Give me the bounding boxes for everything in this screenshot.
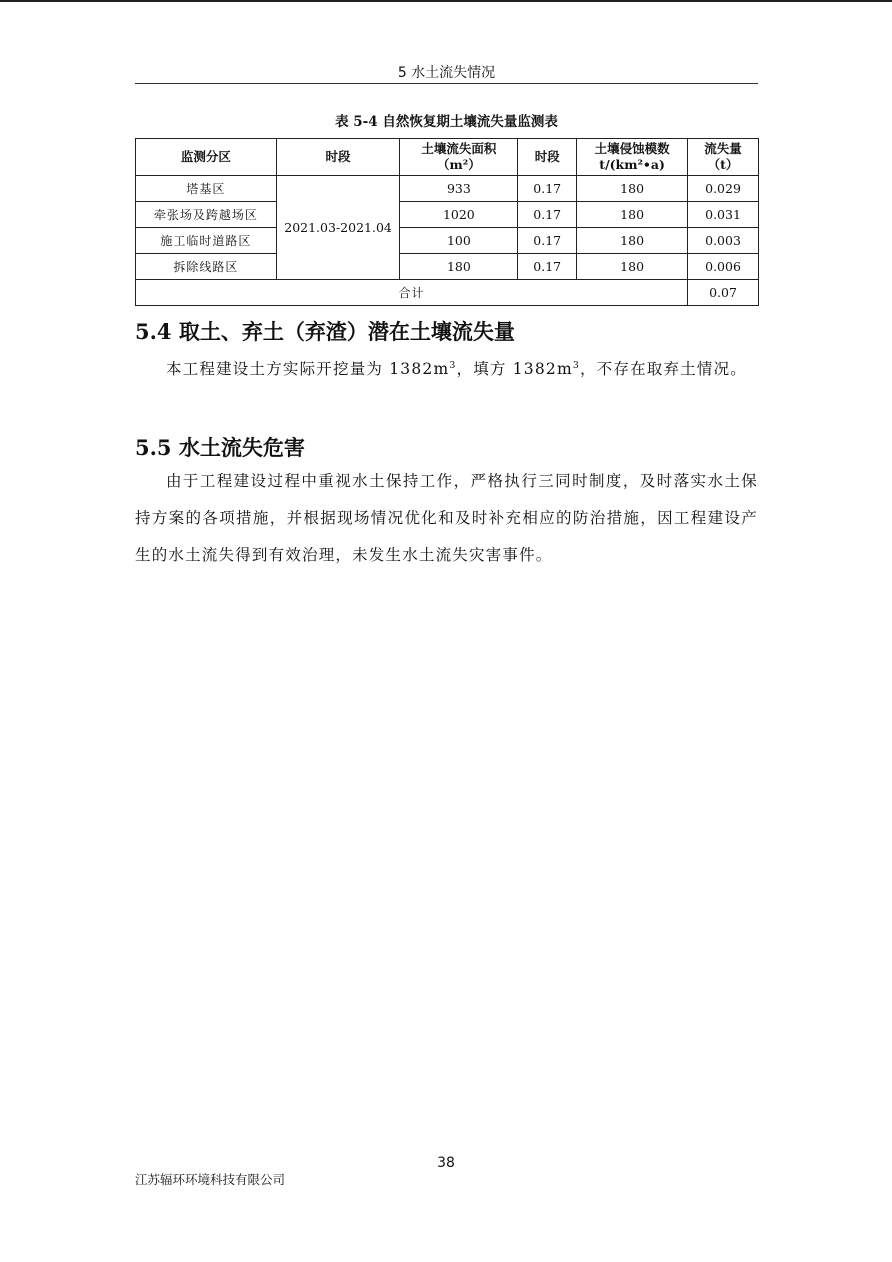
cell-area: 1020 <box>400 202 518 228</box>
header-loss-line2: （t） <box>707 157 739 172</box>
cell-zone: 塔基区 <box>136 176 277 202</box>
running-header: 5 水土流失情况 <box>397 65 496 81</box>
para-text-b: ，填方 1382m <box>456 360 573 379</box>
header-period: 时段 <box>276 139 400 176</box>
header-area <box>400 139 518 176</box>
header-rule <box>135 83 758 84</box>
cell-modulus: 180 <box>577 202 688 228</box>
section-5-4-paragraph <box>135 347 758 388</box>
para-text-a: 本工程建设土方实际开挖量为 1382m <box>166 360 450 379</box>
header-modulus-line1: 土壤侵蚀模数 <box>594 141 670 156</box>
header-loss-line1: 流失量 <box>704 141 742 156</box>
page-top-border <box>0 0 892 2</box>
cell-loss: 0.003 <box>688 228 759 254</box>
table-total-row <box>136 280 759 306</box>
cell-duration: 0.17 <box>518 202 577 228</box>
para-text-c: ，不存在取弃土情况。 <box>580 360 748 379</box>
header-zone: 监测分区 <box>136 139 277 176</box>
cell-loss: 0.031 <box>688 202 759 228</box>
header-modulus <box>577 139 688 176</box>
soil-loss-table <box>135 138 759 306</box>
cell-period: 2021.03-2021.04 <box>276 176 400 280</box>
cell-total-label: 合计 <box>136 280 688 306</box>
cell-zone: 拆除线路区 <box>136 254 277 280</box>
header-duration: 时段 <box>518 139 577 176</box>
cell-zone: 牵张场及跨越场区 <box>136 202 277 228</box>
header-modulus-line2: t/(km²•a) <box>599 157 665 172</box>
cell-area: 933 <box>400 176 518 202</box>
page-number: 38 <box>437 1155 455 1171</box>
cell-area: 180 <box>400 254 518 280</box>
cell-duration: 0.17 <box>518 176 577 202</box>
table-caption: 表 5-4 自然恢复期土壤流失量监测表 <box>335 114 558 130</box>
table-row <box>136 228 759 254</box>
header-loss <box>688 139 759 176</box>
cell-modulus: 180 <box>577 228 688 254</box>
section-5-5-paragraph: 由于工程建设过程中重视水土保持工作，严格执行三同时制度，及时落实水土保持方案的各项措施，并根据现场情况优化和及时补充相应的防治措施，因工程建设产生的水土流失得到有效治理，未发生水土流失灾害事件。 <box>135 472 758 564</box>
section-heading-5-5: 5.5 水土流失危害 <box>135 435 305 460</box>
superscript-3: 3 <box>572 360 580 371</box>
cell-total-value: 0.07 <box>688 280 759 306</box>
cell-zone: 施工临时道路区 <box>136 228 277 254</box>
superscript-3: 3 <box>449 360 457 371</box>
table-header-row <box>136 139 759 176</box>
cell-modulus: 180 <box>577 254 688 280</box>
cell-loss: 0.006 <box>688 254 759 280</box>
cell-duration: 0.17 <box>518 254 577 280</box>
cell-loss: 0.029 <box>688 176 759 202</box>
cell-duration: 0.17 <box>518 228 577 254</box>
header-area-line1: 土壤流失面积 <box>421 141 497 156</box>
header-area-line2: （m²） <box>437 157 481 172</box>
footer-company: 江苏辐环环境科技有限公司 <box>135 1172 286 1187</box>
table-row <box>136 202 759 228</box>
table-row <box>136 254 759 280</box>
table-row <box>136 176 759 202</box>
cell-area: 100 <box>400 228 518 254</box>
cell-modulus: 180 <box>577 176 688 202</box>
section-heading-5-4: 5.4 取土、弃土（弃渣）潜在土壤流失量 <box>135 319 515 344</box>
